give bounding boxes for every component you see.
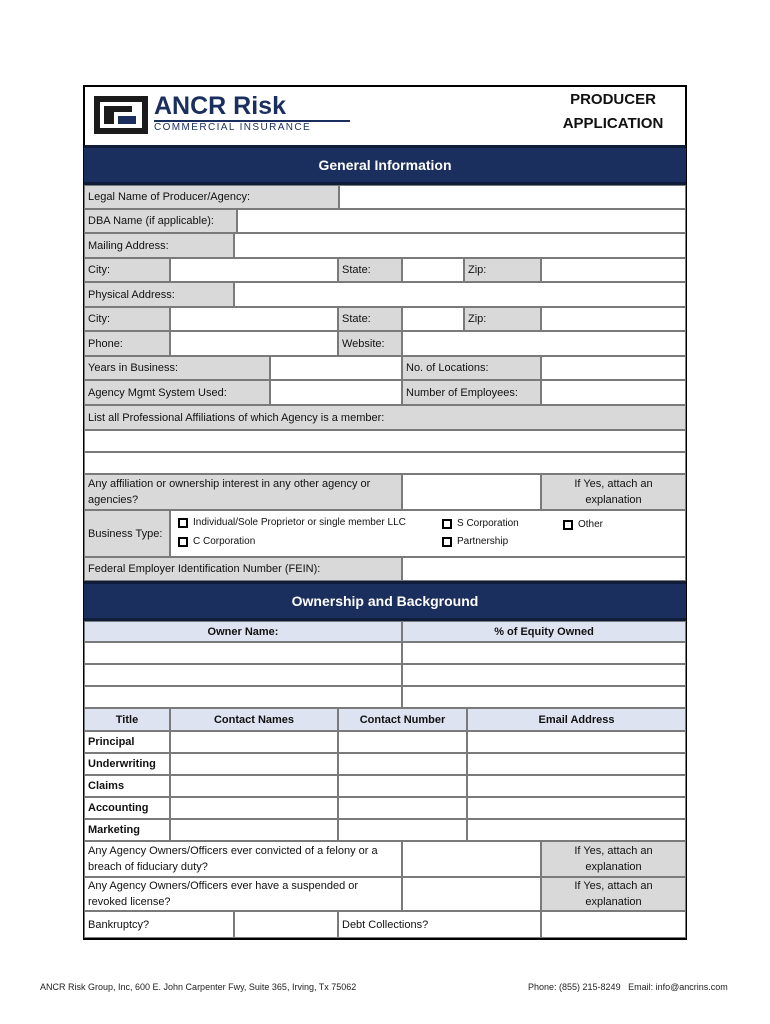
- mailing-address-label: Mailing Address:: [84, 233, 234, 258]
- fein-field[interactable]: [402, 557, 686, 581]
- mailing-city-label: City:: [84, 258, 170, 282]
- principal-name-field[interactable]: [170, 731, 338, 753]
- physical-state-label: State:: [338, 307, 402, 331]
- equity-header: % of Equity Owned: [402, 621, 686, 642]
- row-title-accounting: Accounting: [84, 797, 170, 819]
- physical-address-label: Physical Address:: [84, 282, 234, 307]
- mgmt-system-field[interactable]: [270, 380, 402, 405]
- debt-collections-label: Debt Collections?: [338, 911, 541, 938]
- physical-state-field[interactable]: [402, 307, 464, 331]
- felony-question: Any Agency Owners/Officers ever convicted of a felony or a breach of fiduciary duty?: [84, 841, 402, 877]
- other-interest-field[interactable]: [402, 474, 541, 510]
- mailing-zip-field[interactable]: [541, 258, 686, 282]
- marketing-number-field[interactable]: [338, 819, 467, 841]
- claims-email-field[interactable]: [467, 775, 686, 797]
- marketing-name-field[interactable]: [170, 819, 338, 841]
- option-c-corp[interactable]: [178, 536, 255, 547]
- physical-zip-field[interactable]: [541, 307, 686, 331]
- row-title-claims: Claims: [84, 775, 170, 797]
- row-title-principal: Principal: [84, 731, 170, 753]
- mailing-city-field[interactable]: [170, 258, 338, 282]
- checkbox-icon[interactable]: [563, 520, 573, 530]
- legal-name-label: Legal Name of Producer/Agency:: [84, 185, 339, 209]
- phone-label: Phone:: [84, 331, 170, 356]
- affiliations-field-1[interactable]: [84, 430, 686, 452]
- phone-field[interactable]: [170, 331, 338, 356]
- ownership-background-header: Ownership and Background: [84, 581, 686, 621]
- marketing-email-field[interactable]: [467, 819, 686, 841]
- mailing-state-label: State:: [338, 258, 402, 282]
- physical-city-field[interactable]: [170, 307, 338, 331]
- years-in-business-field[interactable]: [270, 356, 402, 380]
- years-in-business-label: Years in Business:: [84, 356, 270, 380]
- accounting-number-field[interactable]: [338, 797, 467, 819]
- accounting-email-field[interactable]: [467, 797, 686, 819]
- option-other-label: Other: [578, 519, 604, 530]
- row-title-underwriting: Underwriting: [84, 753, 170, 775]
- owner-name-field-1[interactable]: [84, 642, 402, 664]
- locations-field[interactable]: [541, 356, 686, 380]
- debt-collections-field[interactable]: [541, 911, 686, 938]
- row-title-marketing: Marketing: [84, 819, 170, 841]
- mgmt-system-label: Agency Mgmt System Used:: [84, 380, 270, 405]
- option-individual-label: Individual/Sole Proprietor or single member LLC: [193, 517, 406, 528]
- locations-label: No. of Locations:: [402, 356, 541, 380]
- option-partnership-label: Partnership: [457, 536, 509, 547]
- option-c-corp-label: C Corporation: [193, 536, 256, 547]
- principal-email-field[interactable]: [467, 731, 686, 753]
- equity-field-3[interactable]: [402, 686, 686, 708]
- website-field[interactable]: [402, 331, 686, 356]
- bankruptcy-field[interactable]: [234, 911, 338, 938]
- option-individual[interactable]: [178, 517, 406, 528]
- title-line-1: PRODUCER: [570, 91, 656, 108]
- equity-field-1[interactable]: [402, 642, 686, 664]
- equity-field-2[interactable]: [402, 664, 686, 686]
- company-logo: [92, 94, 362, 136]
- legal-name-field[interactable]: [339, 185, 686, 209]
- email-column-header: Email Address: [467, 708, 686, 731]
- underwriting-number-field[interactable]: [338, 753, 467, 775]
- checkbox-icon[interactable]: [178, 518, 188, 528]
- title-line-2: APPLICATION: [562, 115, 664, 132]
- checkbox-icon[interactable]: [442, 519, 452, 529]
- underwriting-email-field[interactable]: [467, 753, 686, 775]
- website-label: Website:: [338, 331, 402, 356]
- contact-names-column-header: Contact Names: [170, 708, 338, 731]
- other-interest-label: Any affiliation or ownership interest in any other agency or agencies?: [84, 474, 402, 510]
- affiliations-label: List all Professional Affiliations of which Agency is a member:: [84, 405, 686, 430]
- logo-brand-text: ANCR Risk: [154, 92, 286, 120]
- suspended-answer-field[interactable]: [402, 877, 541, 911]
- title-column-header: Title: [84, 708, 170, 731]
- suspended-note: If Yes, attach an explanation: [541, 877, 686, 911]
- business-type-label: Business Type:: [84, 510, 170, 557]
- dba-field[interactable]: [237, 209, 686, 233]
- felony-answer-field[interactable]: [402, 841, 541, 877]
- physical-zip-label: Zip:: [464, 307, 541, 331]
- other-interest-note: If Yes, attach an explanation: [541, 474, 686, 510]
- claims-number-field[interactable]: [338, 775, 467, 797]
- mailing-address-field[interactable]: [234, 233, 686, 258]
- owner-name-header: Owner Name:: [84, 621, 402, 642]
- general-information-header: General Information: [84, 145, 686, 185]
- contact-number-column-header: Contact Number: [338, 708, 467, 731]
- accounting-name-field[interactable]: [170, 797, 338, 819]
- logo-sub-text: COMMERCIAL INSURANCE: [154, 122, 312, 133]
- underwriting-name-field[interactable]: [170, 753, 338, 775]
- checkbox-icon[interactable]: [178, 537, 188, 547]
- principal-number-field[interactable]: [338, 731, 467, 753]
- logo-mark-icon: [92, 94, 152, 136]
- owner-name-field-2[interactable]: [84, 664, 402, 686]
- footer-address: ANCR Risk Group, Inc, 600 E. John Carpenter Fwy, Suite 365, Irving, Tx 75062: [40, 982, 357, 992]
- page-title: [540, 88, 686, 136]
- dba-label: DBA Name (if applicable):: [84, 209, 237, 233]
- felony-note: If Yes, attach an explanation: [541, 841, 686, 877]
- checkbox-icon[interactable]: [442, 537, 452, 547]
- affiliations-field-2[interactable]: [84, 452, 686, 474]
- fein-label: Federal Employer Identification Number (FEIN):: [84, 557, 402, 581]
- owner-name-field-3[interactable]: [84, 686, 402, 708]
- mailing-state-field[interactable]: [402, 258, 464, 282]
- bankruptcy-label: Bankruptcy?: [84, 911, 234, 938]
- option-other[interactable]: [563, 519, 603, 530]
- option-s-corp[interactable]: [442, 518, 519, 529]
- footer-contact: Phone: (855) 215-8249 Email: info@ancrins.com: [528, 982, 728, 992]
- employees-field[interactable]: [541, 380, 686, 405]
- option-s-corp-label: S Corporation: [457, 518, 519, 529]
- mailing-zip-label: Zip:: [464, 258, 541, 282]
- physical-city-label: City:: [84, 307, 170, 331]
- physical-address-field[interactable]: [234, 282, 686, 307]
- suspended-question: Any Agency Owners/Officers ever have a suspended or revoked license?: [84, 877, 402, 911]
- option-partnership[interactable]: [442, 536, 508, 547]
- claims-name-field[interactable]: [170, 775, 338, 797]
- employees-label: Number of Employees:: [402, 380, 541, 405]
